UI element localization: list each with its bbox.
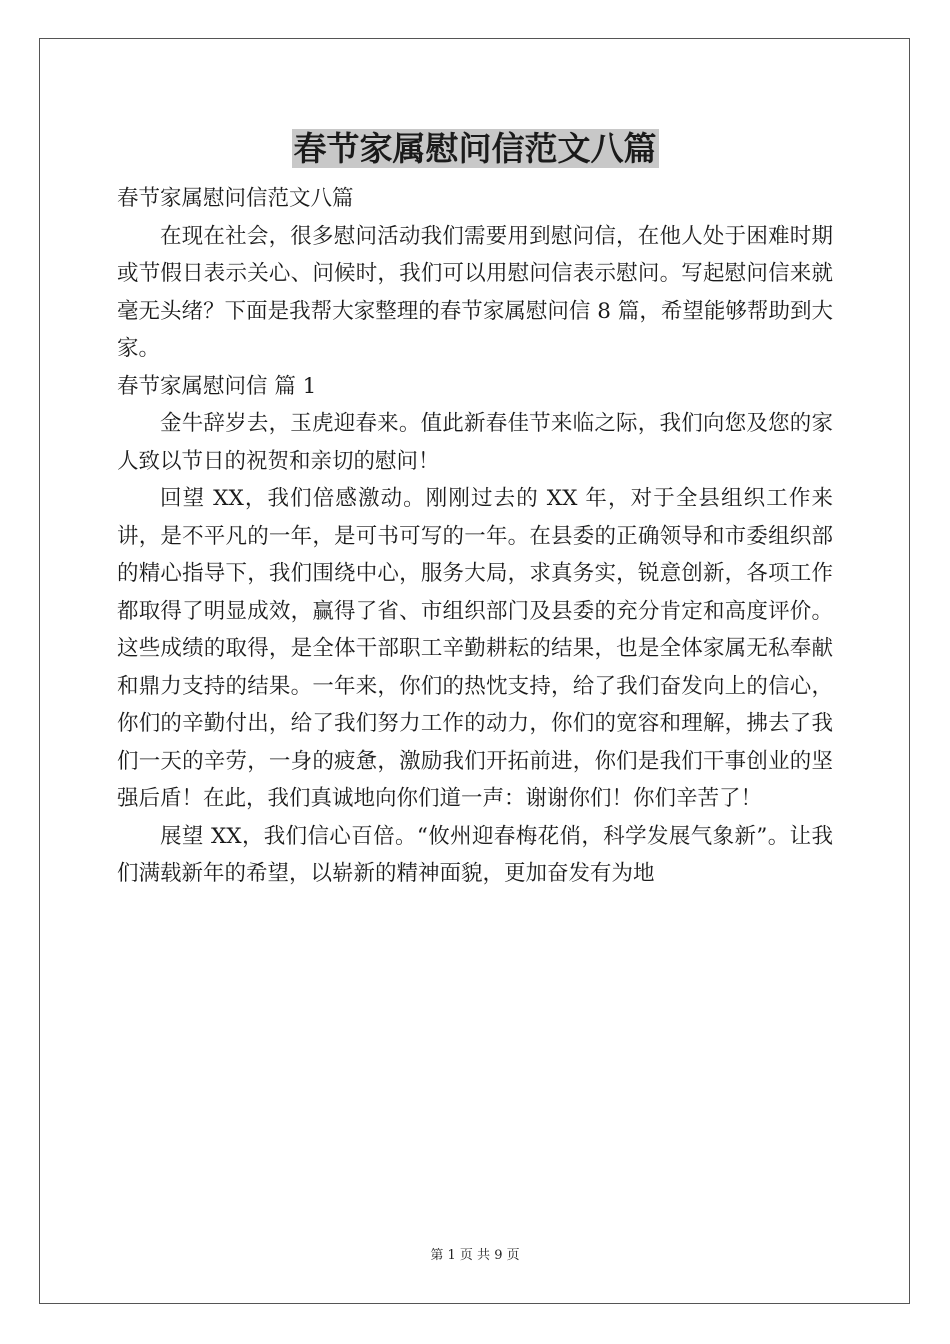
document-title-text: 春节家属慰问信范文八篇 [293,129,657,168]
page-footer: 第 1 页 共 9 页 [430,1248,520,1263]
body-paragraph: 回望 XX，我们倍感激动。刚刚过去的 XX 年，对于全县组织工作来讲，是不平凡的一年，是可书可写的一年。在县委的正确领导和市委组织部的精心指导下，我们围绕中心，服务大局，求真务实，锐意创新，各项工作都取得了明显成效，赢得了省、市组织部门及县委的充分肯定和高度评价。这些成绩的取得，是全体干部职工辛勤耕耘的结果，也是全体家属无私奉献和鼎力支持的结果。一年来，你们的热忱支持，给了我们奋发向上的信心，你们的辛勤付出，给了我们努力工作的动力，你们的宽容和理解，拂去了我们一天的辛劳，一身的疲惫，激励我们开拓前进，你们是我们干事创业的坚强后盾！在此，我们真诚地向你们道一声：谢谢你们！你们辛苦了！ [117,486,833,811]
document-body [117,180,833,893]
document-title [0,126,950,172]
body-paragraph: 金牛辞岁去，玉虎迎春来。值此新春佳节来临之际，我们向您及您的家人致以节日的祝贺和亲切的慰问！ [117,411,833,474]
subtitle-heading: 春节家属慰问信范文八篇 [117,186,354,211]
body-paragraph: 展望 XX，我们信心百倍。“攸州迎春梅花俏，科学发展气象新”。让我们满载新年的希望，以崭新的精神面貌，更加奋发有为地 [117,823,833,886]
intro-paragraph: 在现在社会，很多慰问活动我们需要用到慰问信，在他人处于困难时期或节假日表示关心、问候时，我们可以用慰问信表示慰问。写起慰问信来就毫无头绪？下面是我帮大家整理的春节家属慰问信 8 篇，希望能够帮助到大家。 [117,223,833,361]
section-heading-1: 春节家属慰问信 篇 1 [117,373,317,399]
